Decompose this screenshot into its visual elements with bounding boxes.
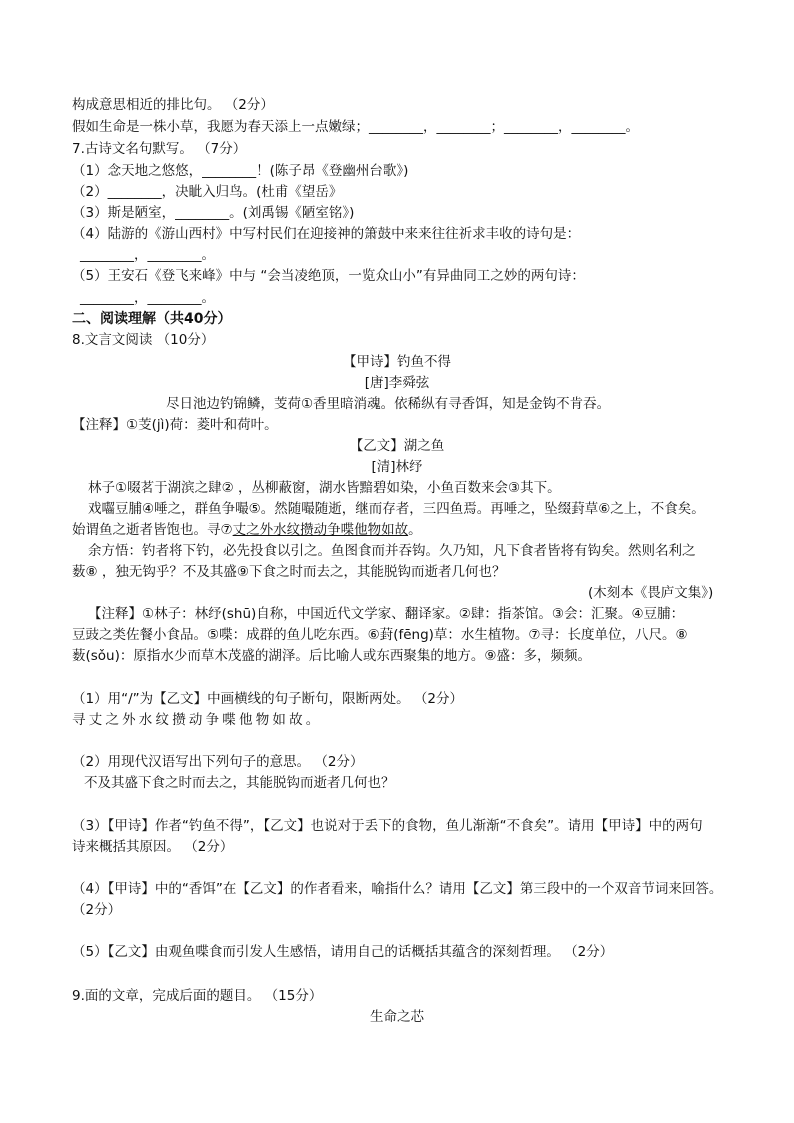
question-text: 寻丈之外水纹攒动争喋他物如故。 bbox=[72, 712, 323, 728]
annotation-line: 豆豉之类佐餐小食品。⑤喋：成群的鱼儿吃东西。⑥葑(fēng)草：水生植物。⑦寻：长度单位，八尺。⑧ bbox=[72, 627, 688, 643]
question-text: 不及其盛下食之时而去之，其能脱钩而逝者几何也？ bbox=[84, 775, 395, 791]
essay-text: 林子①啜茗于湖滨之肆② ，丛柳蔽窗，湖水皆黯碧如染，小鱼百数来会③其下。 bbox=[88, 480, 561, 496]
essay-text bbox=[72, 521, 422, 539]
poem-text: 尽日池边钓锦鳞，芰荷①香里暗消魂。依稀纵有寻香饵，知是金钩不肯吞。 bbox=[166, 396, 611, 412]
poem-title: 【甲诗】钓鱼不得 bbox=[343, 354, 451, 370]
text-line: （4）陆游的《游山西村》中写村民们在迎接神的箫鼓中来来往往祈求丰收的诗句是： bbox=[72, 226, 581, 242]
sub-question: （1）用“/”为【乙文】中画横线的句子断句，限断两处。 （2分） bbox=[72, 691, 464, 707]
text-line: ________，________。 bbox=[80, 290, 215, 306]
article-title: 生命之芯 bbox=[370, 1009, 424, 1025]
question-heading: 7.古诗文名句默写。 （7分） bbox=[72, 141, 247, 157]
text-line: （2）________，决眦入归鸟。(杜甫《望岳》 bbox=[72, 184, 343, 200]
essay-title: 【乙文】湖之鱼 bbox=[349, 438, 445, 454]
text-line: （1）念天地之悠悠，________！(陈子昂《登幽州台歌》) bbox=[72, 163, 409, 179]
text-line: 假如生命是一株小草，我愿为春天添上一点嫩绿；________，________；________，________。 bbox=[72, 119, 639, 135]
sub-question: （4）【甲诗】中的“香饵”在【乙文】的作者看来，喻指什么？请用【乙文】第三段中的一个双音节词来回答。 bbox=[72, 881, 723, 897]
sub-question: 诗来概括其原因。 （2分） bbox=[72, 839, 234, 855]
section-heading: 二、阅读理解（共40分） bbox=[72, 311, 232, 327]
essay-text: 薮⑧ ，独无钩乎？不及其盛⑨下食之时而去之，其能脱钩而逝者几何也？ bbox=[72, 564, 506, 580]
essay-text: 余方悟：钓者将下钓，必先投食以引之。鱼图食而并吞钩。久乃知，凡下食者皆将有钩矣。然则名利之 bbox=[88, 543, 696, 559]
poem-author: [唐]李舜弦 bbox=[364, 375, 430, 391]
question-heading: 8.文言文阅读 （10分） bbox=[72, 332, 215, 348]
annotation-line: 薮(sǒu)：原指水少而草木茂盛的湖泽。后比喻人或东西聚集的地方。⑨盛：多，频频。 bbox=[72, 648, 591, 664]
annotation-line: 【注释】①芰(jì)荷：菱叶和荷叶。 bbox=[72, 417, 278, 433]
sub-question: （3）【甲诗】作者“钓鱼不得”，【乙文】也说对于丢下的食物，鱼儿渐渐“不食矣”。请用【甲诗】中的两句 bbox=[72, 818, 703, 834]
source-citation: (木刻本《畏庐文集》) bbox=[588, 585, 714, 601]
essay-text-start: 始谓鱼之逝者皆饱也。寻⑦ bbox=[72, 522, 233, 538]
sub-question: （5）【乙文】由观鱼喋食而引发人生感悟，请用自己的话概括其蕴含的深刻哲理。 （2分） bbox=[72, 944, 614, 960]
question-heading: 9.面的文章，完成后面的题目。 （15分） bbox=[72, 988, 323, 1004]
essay-author: [清]林纾 bbox=[371, 459, 423, 475]
annotation-line: 【注释】①林子：林纾(shū)自称，中国近代文学家、翻译家。②肆：指茶馆。③会：汇聚。④豆脯： bbox=[88, 606, 685, 622]
underlined-sentence: 丈之外水纹攒动争喋他物如故 bbox=[232, 522, 409, 538]
text-line: ________，________。 bbox=[80, 247, 215, 263]
essay-text-end: 。 bbox=[408, 522, 422, 538]
sub-question: （2分） bbox=[72, 902, 122, 918]
sub-question: （2）用现代汉语写出下列句子的意思。 （2分） bbox=[72, 754, 364, 770]
text-line: （3）斯是陋室，________。(刘禹锡《陋室铭》) bbox=[72, 205, 355, 221]
text-line: （5）王安石《登飞来峰》中与 “会当凌绝顶，一览众山小”有异曲同工之妙的两句诗： bbox=[72, 268, 585, 284]
text-line: 构成意思相近的排比句。 （2分） bbox=[72, 97, 274, 113]
essay-text: 戏囓豆脯④唾之，群鱼争嘬⑤。然随嘬随逝，继而存者，三四鱼焉。再唾之，坠缀葑草⑥之上，不食矣。 bbox=[88, 501, 705, 517]
